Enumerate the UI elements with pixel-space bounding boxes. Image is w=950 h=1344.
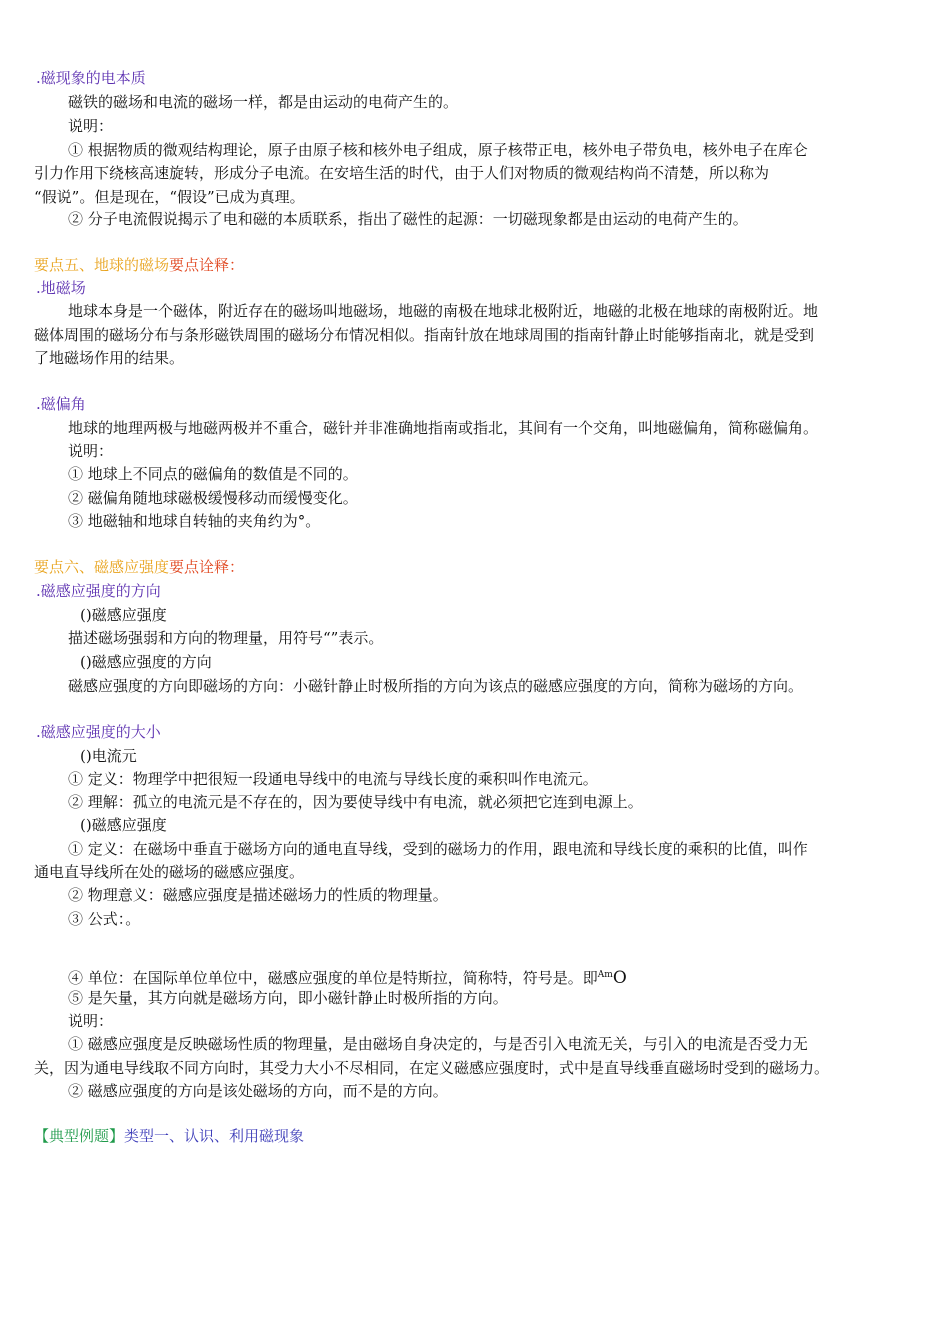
key-point-title-earth-magnetic-field xyxy=(34,254,950,276)
key-point-title-magnetic-induction xyxy=(34,556,950,578)
unit-text: ④ 单位：在国际单位单位中，磁感应强度的单位是特斯拉，简称特，符号是。即 xyxy=(68,969,598,987)
note-label: 说明： xyxy=(68,1012,114,1030)
list-item: ③ 地磁轴和地球自转轴的夹角约为°。 xyxy=(68,512,321,530)
section-heading-magnetism-electric-nature: .磁现象的电本质 xyxy=(36,69,146,87)
paragraph: “假说”。但是现在，“假设”已成为真理。 xyxy=(34,188,305,206)
example-bracket-label: 【典型例题】 xyxy=(34,1127,125,1145)
list-item: ③ 公式：。 xyxy=(68,910,141,928)
note-label: 说明： xyxy=(68,117,114,135)
paragraph: 地球本身是一个磁体，附近存在的磁场叫地磁场，地磁的南极在地球北极附近，地磁的北极在地球的南极附近。地 xyxy=(68,302,819,320)
paragraph: 地球的地理两极与地磁两极并不重合，磁针并非准确地指南或指北，其间有一个交角，叫地磁偏角，简称磁偏角。 xyxy=(68,419,819,437)
key-point-explanation-label: 要点诠释： xyxy=(169,558,245,576)
list-item: ① 定义：在磁场中垂直于磁场方向的通电直导线，受到的磁场力的作用，跟电流和导线长度的乘积的比值，叫作 xyxy=(68,840,808,858)
note-label: 说明： xyxy=(68,442,114,460)
paragraph: ① 根据物质的微观结构理论，原子由原子核和核外电子组成，原子核带正电，核外电子带负电，核外电子在库仑 xyxy=(68,141,808,159)
list-item: ② 磁感应强度的方向是该处磁场的方向，而不是的方向。 xyxy=(68,1082,448,1100)
list-item: ① 定义：物理学中把很短一段通电导线中的电流与导线长度的乘积叫作电流元。 xyxy=(68,770,598,788)
paragraph: ② 分子电流假说揭示了电和磁的本质联系，指出了磁性的起源：一切磁现象都是由运动的电荷产生的。 xyxy=(68,210,748,228)
list-item: 关，因为通电导线取不同方向时，其受力大小不尽相同，在定义磁感应强度时，式中是直导线垂直磁场时受到的磁场力。 xyxy=(34,1059,830,1077)
paragraph: 磁体周围的磁场分布与条形磁铁周围的磁场分布情况相似。指南针放在地球周围的指南针静止时能够指南北，就是受到 xyxy=(34,326,815,344)
subheading-induction-direction: .磁感应强度的方向 xyxy=(36,582,161,600)
list-item-unit xyxy=(68,964,950,989)
unit-superscript: Am xyxy=(597,970,613,980)
list-item: ② 物理意义：磁感应强度是描述磁场力的性质的物理量。 xyxy=(68,886,448,904)
sub-subheading: ()电流元 xyxy=(80,747,137,765)
key-point-explanation-label: 要点诠释： xyxy=(169,256,245,274)
list-item: ② 理解：孤立的电流元是不存在的，因为要使导线中有电流，就必须把它连到电源上。 xyxy=(68,793,643,811)
key-point-title-text: 要点五、地球的磁场 xyxy=(34,256,170,274)
paragraph: 引力作用下绕核高速旋转，形成分子电流。在安培生活的时代，由于人们对物质的微观结构尚不清楚，所以称为 xyxy=(34,164,770,182)
list-item: ① 地球上不同点的磁偏角的数值是不同的。 xyxy=(68,465,358,483)
list-item: ① 磁感应强度是反映磁场性质的物理量，是由磁场自身决定的，与是否引入电流无关，与引入的电流是否受力无 xyxy=(68,1035,808,1053)
unit-symbol: O xyxy=(612,968,627,988)
list-item: ② 磁偏角随地球磁极缓慢移动而缓慢变化。 xyxy=(68,489,358,507)
sub-subheading: ()磁感应强度 xyxy=(80,606,167,624)
example-heading xyxy=(34,1125,950,1147)
list-item: ⑤ 是矢量，其方向就是磁场方向，即小磁针静止时极所指的方向。 xyxy=(68,989,508,1007)
list-item: 通电直导线所在处的磁场的磁感应强度。 xyxy=(34,863,305,881)
paragraph: 描述磁场强弱和方向的物理量，用符号“”表示。 xyxy=(68,629,384,647)
subheading-geomagnetic-field: .地磁场 xyxy=(36,279,86,297)
paragraph: 磁感应强度的方向即磁场的方向：小磁针静止时极所指的方向为该点的磁感应强度的方向，简称为磁场的方向。 xyxy=(68,677,804,695)
example-type-title: 类型一、认识、利用磁现象 xyxy=(124,1127,305,1145)
key-point-title-text: 要点六、磁感应强度 xyxy=(34,558,170,576)
subheading-induction-magnitude: .磁感应强度的大小 xyxy=(36,723,161,741)
sub-subheading: ()磁感应强度 xyxy=(80,816,167,834)
paragraph: 磁铁的磁场和电流的磁场一样，都是由运动的电荷产生的。 xyxy=(68,93,459,111)
sub-subheading: ()磁感应强度的方向 xyxy=(80,653,212,671)
subheading-declination: .磁偏角 xyxy=(36,395,86,413)
paragraph: 了地磁场作用的结果。 xyxy=(34,349,185,367)
